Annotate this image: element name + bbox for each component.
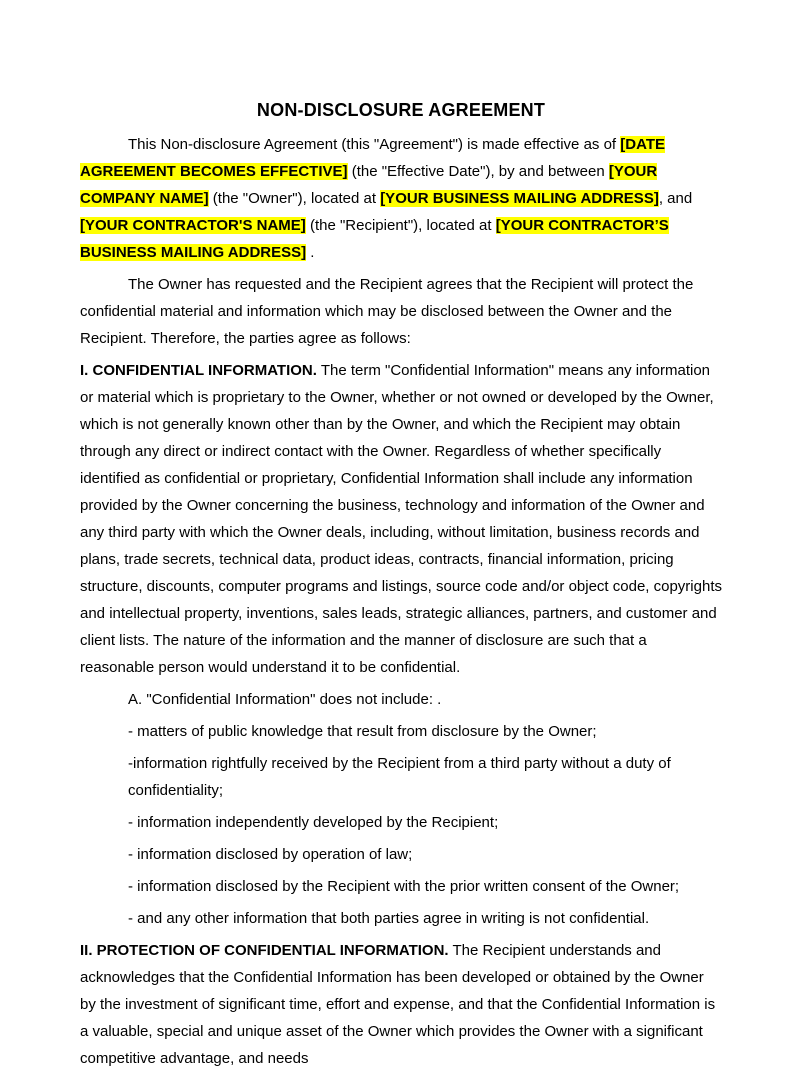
text-run: This Non-disclosure Agreement (this "Agreement") is made effective as of <box>128 136 621 153</box>
list-item-exclusion-4 <box>128 841 722 868</box>
placeholder-field: [DATE AGREEMENT BECOMES EFFECTIVE] <box>80 136 665 180</box>
list-item-exclusion-5 <box>128 873 722 900</box>
text-run: - information independently developed by the Recipient; <box>128 814 499 831</box>
document-title: NON-DISCLOSURE AGREEMENT <box>256 100 546 120</box>
text-run: (the "Effective Date"), by and between <box>347 163 609 180</box>
list-item-a-heading <box>128 686 722 713</box>
placeholder-field: [YOUR CONTRACTOR'S NAME] <box>80 217 306 234</box>
intro-paragraph <box>80 131 722 266</box>
text-run: - and any other information that both parties agree in writing is not confidential. <box>128 910 650 927</box>
text-run: The Owner has requested and the Recipient agrees that the Recipient will protect the confidential material and information which may be disclosed between the Owner and the Recipient. Therefore, the parties agree as follows: <box>80 276 694 347</box>
list-item-exclusion-6 <box>128 905 722 932</box>
list-item-exclusion-3 <box>128 809 722 836</box>
text-run: (the "Owner"), located at <box>208 190 381 207</box>
list-item-exclusion-2 <box>128 750 722 804</box>
section-1-confidential-information <box>80 357 722 681</box>
text-run: - information disclosed by operation of law; <box>128 846 413 863</box>
recital-paragraph <box>80 271 722 352</box>
placeholder-field: [YOUR BUSINESS MAILING ADDRESS] <box>380 190 659 207</box>
text-run: The term "Confidential Information" means any information or material which is proprietary to the Owner, whether or not owned or developed by the Owner, which is not generally known other than by the Owner, and which the Recipient may obtain through any direct or indirect contact with the Owner. Regardless of whether specifically identified as confidential or proprietary, Confidential Information shall include any information provided by the Owner concerning the business, technology and information of the Owner and any third party with which the Owner deals, including, without limitation, business records and plans, trade secrets, technical data, product ideas, contracts, financial information, pricing structure, discounts, computer programs and listings, source code and/or object code, copyrights and intellectual property, inventions, sales leads, strategic alliances, partners, and customer and client lists. The nature of the information and the manner of disclosure are such that a reasonable person would understand it to be confidential. <box>80 362 722 676</box>
placeholder-field: [YOUR COMPANY NAME] <box>80 163 658 207</box>
text-run: , and <box>658 190 693 207</box>
placeholder-field: [YOUR CONTRACTOR’S BUSINESS MAILING ADDRESS] <box>80 217 669 261</box>
list-item-exclusion-1 <box>128 718 722 745</box>
document-body <box>80 131 722 1072</box>
text-run: - information disclosed by the Recipient with the prior written consent of the Owner; <box>128 878 680 895</box>
text-run: . <box>306 244 315 261</box>
section-heading-text: I. CONFIDENTIAL INFORMATION. <box>80 362 317 379</box>
section-heading-text: II. PROTECTION OF CONFIDENTIAL INFORMATION. <box>80 942 449 959</box>
text-run: -information rightfully received by the Recipient from a third party without a duty of confidentiality; <box>128 755 671 799</box>
text-run: The Recipient understands and acknowledges that the Confidential Information has been developed or obtained by the Owner by the investment of significant time, effort and expense, and that the Confidential Information is a valuable, special and unique asset of the Owner which provides the Owner with a significant competitive advantage, and needs <box>80 942 716 1067</box>
text-run: A. "Confidential Information" does not include: . <box>128 691 442 708</box>
section-2-protection <box>80 937 722 1072</box>
text-run: - matters of public knowledge that result from disclosure by the Owner; <box>128 723 597 740</box>
text-run: (the "Recipient"), located at <box>305 217 496 234</box>
